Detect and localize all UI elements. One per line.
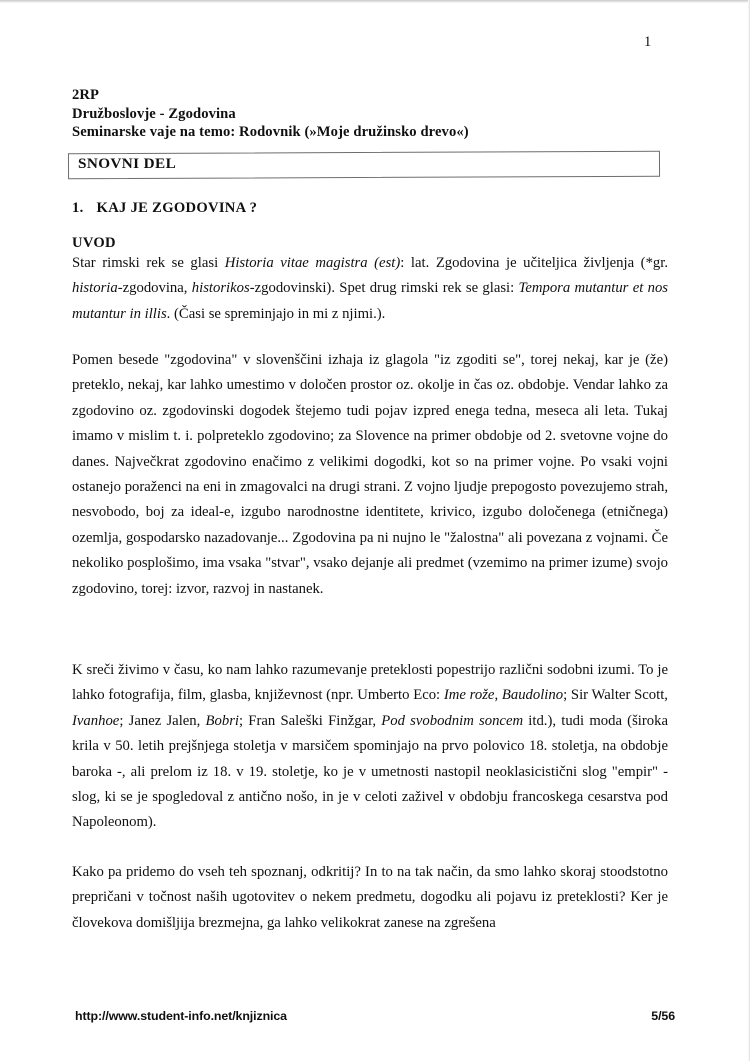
section-heading-number: 1.	[72, 200, 84, 216]
footer-page-counter: 5/56	[651, 1009, 675, 1023]
scan-edge-top	[0, 0, 750, 3]
page-number-top: 1	[644, 34, 652, 50]
paragraph-meaning-of-history: Pomen besede "zgodovina" v slovenščini izhaja iz glagola "iz zgoditi se", torej nekaj, kar je (že) preteklo, nekaj, kar lahko umestimo v določen prostor oz. okolje in čas oz. obdobje. Vendar lahko za zgodovino oz. zgodovinski dogodek štejemo tudi pojav izpred enega tedna, meseca ali leta. Tukaj imamo v mislim t. i. polpreteklo zgodovino; za Slovence na primer obdobje od 2. svetovne vojne do danes. Največkrat zgodovino enačimo z velikimi dogodki, kot so na primer vojne. Po vsaki vojni ostanejo poraženci na eni in zmagovalci na drugi strani. Z vojno ljudje prepogosto povezujemo strah, nesvobodo, boj za ideal-e, izgubo narodnostne identitete, krivico, izgubo določenega (etničnega) ozemlja, gospodarsko nazadovanje... Zgodovina pa ni nujno le "žalostna" ali povezana z vojnami. Če nekoliko posplošimo, ima vsaka "stvar", vsako dejanje ali predmet (vzemimo na primer izume) svojo zgodovino, torej: izvor, razvoj in nastanek.	[72, 352, 668, 597]
footer-url: http://www.student-info.net/knjiznica	[75, 1009, 287, 1023]
section-heading	[72, 200, 257, 217]
intro-label: UVOD	[72, 235, 116, 251]
header-subject: Družboslovje - Zgodovina	[72, 105, 236, 122]
section-box-label: SNOVNI DEL	[78, 155, 177, 172]
document-header	[72, 86, 672, 142]
header-course-code: 2RP	[72, 87, 100, 103]
paragraph-intro: Star rimski rek se glasi Historia vitae magistra (est): lat. Zgodovina je učiteljica življenja (*gr. historia-zgodovina, historikos-zgodovinski). Spet drug rimski rek se glasi: Tempora mutantur et nos mutantur in illis. (Časi se spreminjajo in mi z njimi.).	[72, 255, 669, 322]
section-heading-title: KAJ JE ZGODOVINA ?	[96, 200, 258, 216]
paragraph-how-we-know: Kako pa pridemo do vseh teh spoznanj, odkritij? In to na tak način, da smo lahko skoraj stoodstotno prepričani v točnost naših ugotovitev o nekem predmetu, dogodku ali pojavu iz preteklosti? Ker je človekova domišljija brezmejna, ga lahko velikokrat zanese na zgrešena	[72, 864, 668, 931]
paragraph-modern-inventions: K sreči živimo v času, ko nam lahko razumevanje preteklosti popestrijo različni sodobni izumi. To je lahko fotografija, film, glasba, književnost (npr. Umberto Eco: Ime rože, Baudolino; Sir Walter Scott, Ivanhoe; Janez Jalen, Bobri; Fran Saleški Finžgar, Pod svobodnim soncem itd.), tudi moda (široka krila v 50. letih prejšnjega stoletja v marsičem spominjajo na prvo polovico 18. stoletja, na obdobje baroka -, ali prelom iz 18. v 19. stoletje, ko je v umetnosti nastopil neoklasicistični slog "empir" - slog, ki se je spogledoval z antično nošo, in je v celoti zaživel v obdobju francoskega cesarstva pod Napoleonom).	[72, 662, 668, 831]
page-footer	[75, 1009, 675, 1023]
header-assignment: Seminarske vaje na temo: Rodovnik (»Moje družinsko drevo«)	[72, 124, 469, 141]
